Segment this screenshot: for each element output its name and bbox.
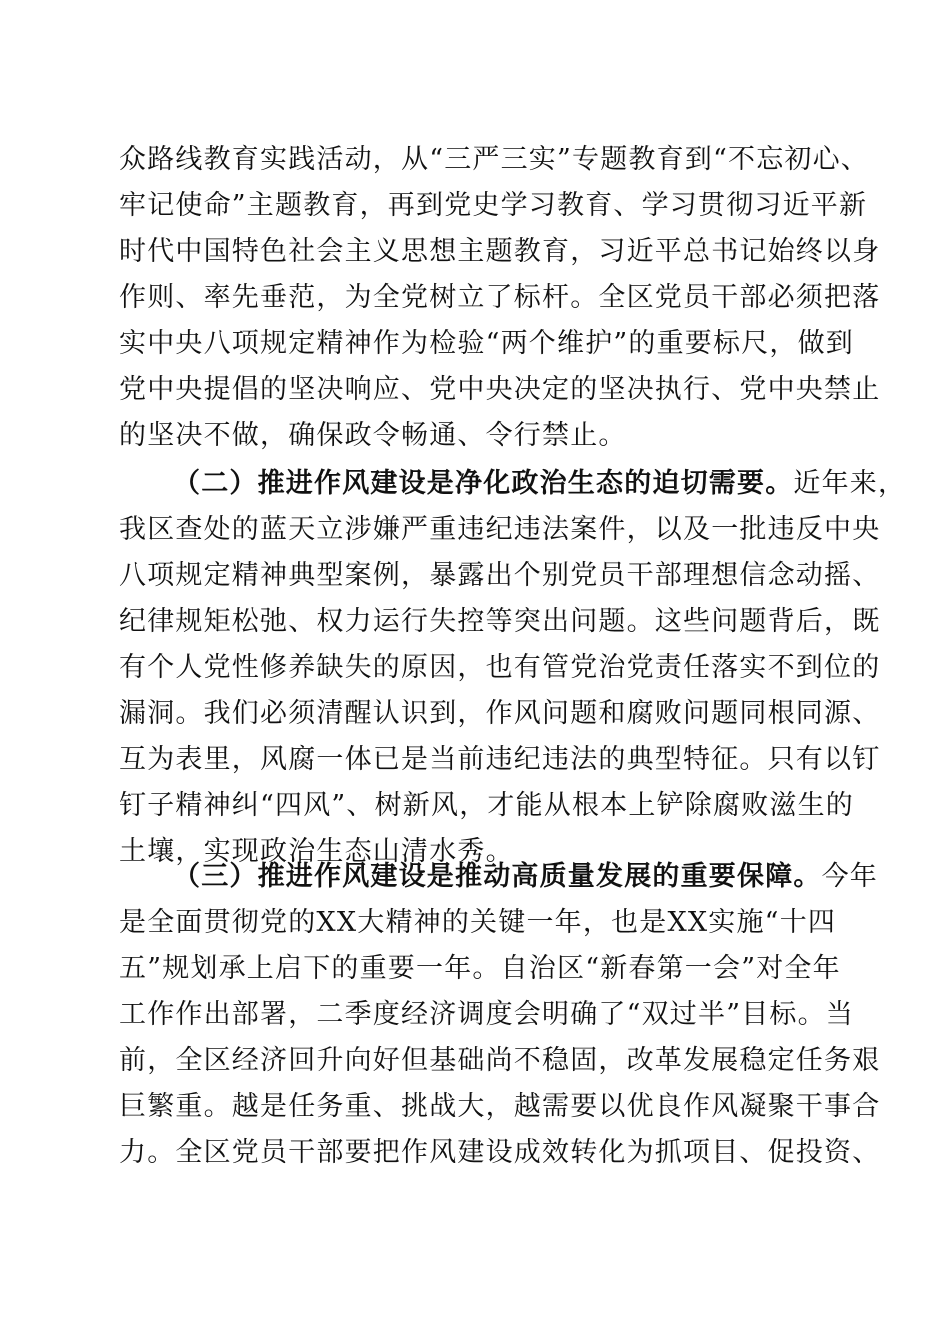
- paragraph-2-first-line-rest: 近年来，: [793, 468, 907, 499]
- paragraph-3: [119, 854, 881, 1176]
- paragraph-3-first-line-rest: 今年: [821, 861, 879, 892]
- paragraph-2-line: 互为表里，风腐一体已是当前违纪违法的典型特征。只有以钉: [119, 744, 881, 775]
- paragraph-2-line: 钉子精神纠“四风”、树新风，才能从根本上铲除腐败滋生的: [119, 790, 855, 821]
- paragraph-1-line: 牢记使命”主题教育，再到党史学习教育、学习贯彻习近平新: [119, 190, 868, 221]
- paragraph-3-first-line: [119, 854, 879, 900]
- paragraph-2-line: 我区查处的蓝天立涉嫌严重违纪违法案件，以及一批违反中央: [119, 514, 881, 545]
- paragraph-3-line: 工作作出部署，二季度经济调度会明确了“双过半”目标。当: [119, 999, 855, 1030]
- paragraph-3-line: 五”规划承上启下的重要一年。自治区“新春第一会”对全年: [119, 953, 841, 984]
- paragraph-1-line: 作则、率先垂范，为全党树立了标杆。全区党员干部必须把落: [119, 282, 881, 313]
- paragraph-3-line: 是全面贯彻党的XX大精神的关键一年，也是XX实施“十四: [119, 907, 837, 938]
- paragraph-3-line: 力。全区党员干部要把作风建设成效转化为抓项目、促投资、: [119, 1137, 881, 1168]
- paragraph-2-heading: （二）推进作风建设是净化政治生态的迫切需要。: [173, 468, 794, 499]
- paragraph-2-line: 土壤，实现政治生态山清水秀。: [119, 836, 514, 867]
- paragraph-2-first-line: [119, 461, 907, 507]
- paragraph-3-heading: （三）推进作风建设是推动高质量发展的重要保障。: [173, 861, 822, 892]
- paragraph-2-line: 纪律规矩松弛、权力运行失控等突出问题。这些问题背后，既: [119, 606, 881, 637]
- paragraph-2: [119, 461, 907, 875]
- paragraph-1-line: 的坚决不做，确保政令畅通、令行禁止。: [119, 420, 627, 451]
- paragraph-3-line: 前，全区经济回升向好但基础尚不稳固，改革发展稳定任务艰: [119, 1045, 881, 1076]
- paragraph-2-line: 八项规定精神典型案例，暴露出个别党员干部理想信念动摇、: [119, 560, 881, 591]
- paragraph-2-line: 漏洞。我们必须清醒认识到，作风问题和腐败问题同根同源、: [119, 698, 881, 729]
- paragraph-1-line: 时代中国特色社会主义思想主题教育，习近平总书记始终以身: [119, 236, 881, 267]
- paragraph-1: [119, 137, 881, 459]
- paragraph-2-line: 有个人党性修养缺失的原因，也有管党治党责任落实不到位的: [119, 652, 881, 683]
- paragraph-1-line: 众路线教育实践活动，从“三严三实”专题教育到“不忘初心、: [119, 144, 870, 175]
- paragraph-3-line: 巨繁重。越是任务重、挑战大，越需要以优良作风凝聚干事合: [119, 1091, 881, 1122]
- paragraph-1-line: 实中央八项规定精神作为检验“两个维护”的重要标尺，做到: [119, 328, 855, 359]
- paragraph-1-line: 党中央提倡的坚决响应、党中央决定的坚决执行、党中央禁止: [119, 374, 881, 405]
